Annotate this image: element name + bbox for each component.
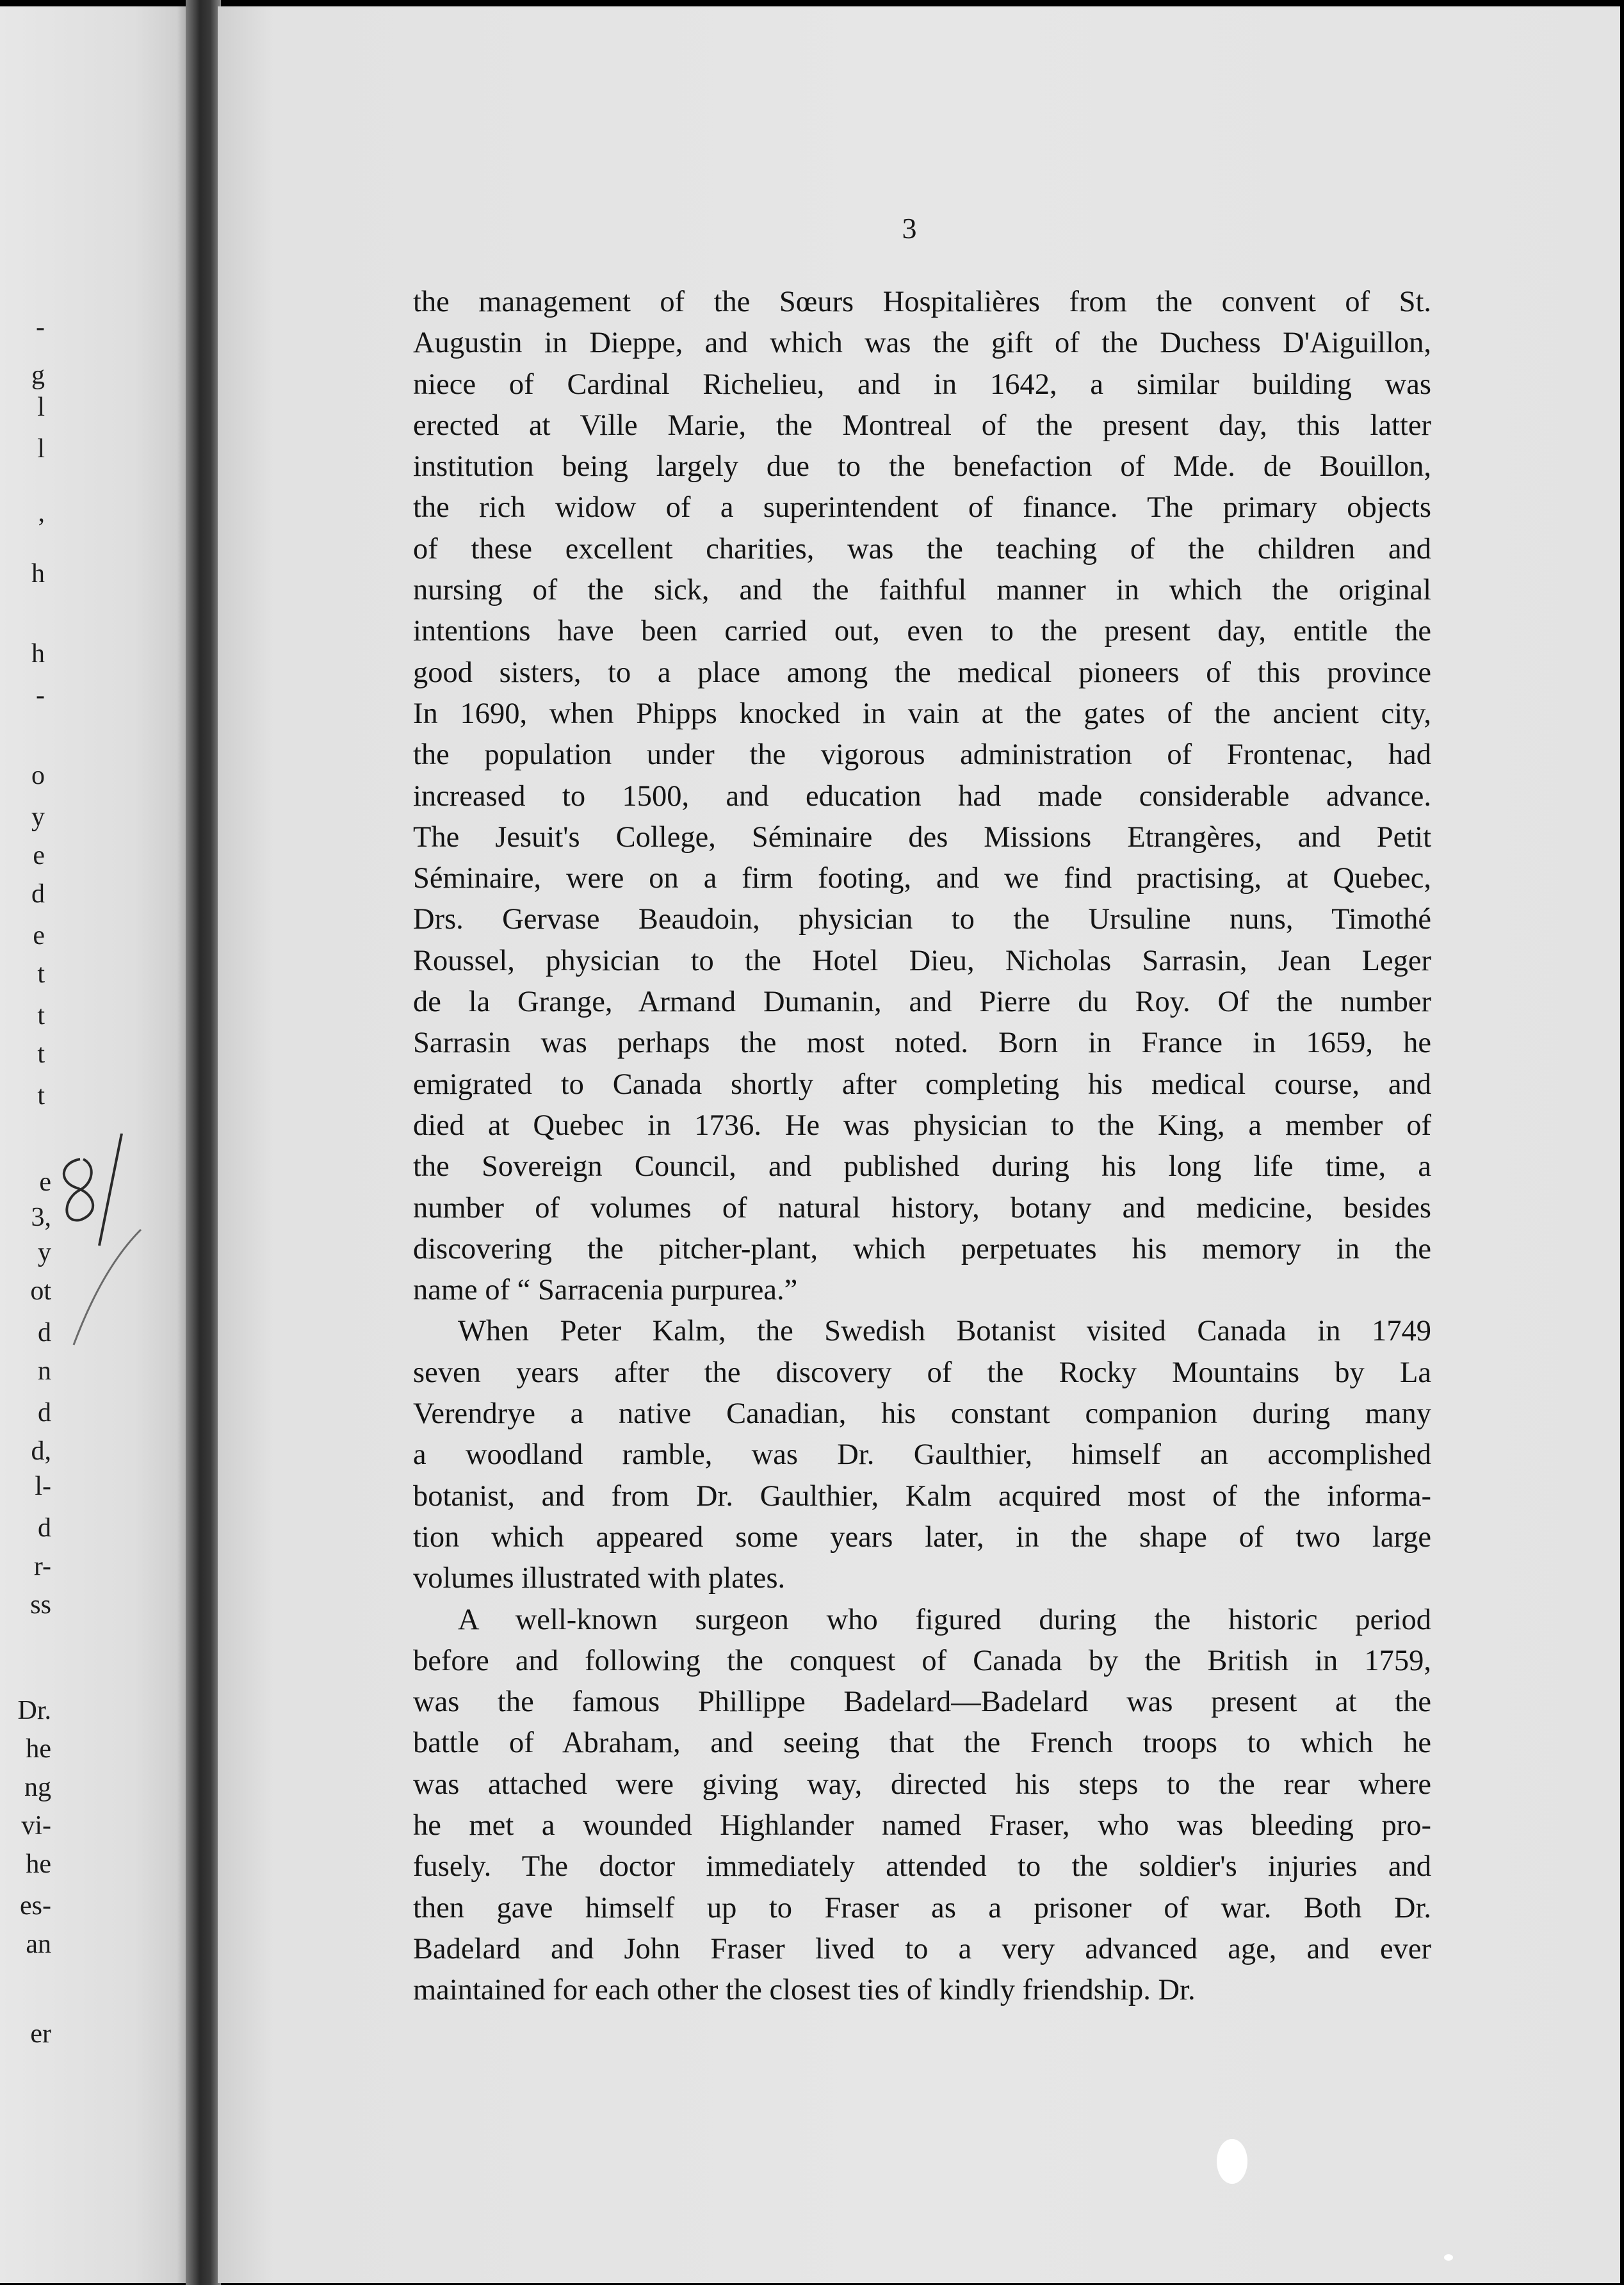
text-line: fusely. The doctor immediately attended to the soldier's injuries and [413, 1850, 1431, 1883]
text-line: erected at Ville Marie, the Montreal of the present day, this latter [413, 409, 1431, 442]
facing-page-fragment: d [38, 1398, 51, 1427]
facing-page-fragment: e [33, 841, 45, 870]
text-line: the Sovereign Council, and published during his long life time, a [413, 1150, 1431, 1183]
facing-page-fragment: d [31, 879, 45, 909]
text-line: nursing of the sick, and the faithful manner in which the original [413, 574, 1431, 607]
text-line: died at Quebec in 1736. He was physician to the King, a member of [413, 1109, 1431, 1142]
facing-page-fragment: n [38, 1356, 51, 1386]
handwritten-annotation [45, 1134, 173, 1377]
text-line: seven years after the discovery of the Rocky Mountains by La [413, 1356, 1431, 1389]
facing-page-fragment: g [31, 361, 45, 390]
facing-page-fragment: l [37, 393, 45, 422]
facing-page-fragment: t [37, 1081, 45, 1110]
facing-page-fragment: er [30, 2019, 51, 2049]
facing-page-fragment: e [33, 921, 45, 950]
body-text [413, 282, 1431, 2011]
text-line: Badelard and John Fraser lived to a very advanced age, and ever [413, 1932, 1431, 1965]
facing-page-fragment: r- [33, 1552, 51, 1581]
text-line: institution being largely due to the benefaction of Mde. de Bouillon, [413, 450, 1431, 484]
facing-page-fragment: l [37, 434, 45, 464]
text-line: maintained for each other the closest ties of kindly friendship. Dr. [413, 1974, 1196, 2007]
facing-page-fragment: e [39, 1167, 51, 1197]
facing-page-fragment: t [37, 959, 45, 989]
facing-page-fragment: l- [35, 1472, 51, 1501]
text-line: before and following the conquest of Canada by the British in 1759, [413, 1644, 1431, 1677]
paragraph [413, 1600, 1431, 2012]
text-line: the population under the vigorous administration of Frontenac, had [413, 738, 1431, 772]
facing-page-fragment: t [37, 1001, 45, 1030]
facing-page-fragment: - [36, 681, 45, 710]
text-line: Augustin in Dieppe, and which was the gift of the Duchess D'Aiguillon, [413, 327, 1431, 360]
text-line: intentions have been carried out, even to the present day, entitle the [413, 615, 1431, 648]
facing-page-fragment: an [26, 1930, 51, 1959]
text-line: he met a wounded Highlander named Fraser, who was bleeding pro- [413, 1809, 1431, 1842]
text-line: de la Grange, Armand Dumanin, and Pierre du Roy. Of the number [413, 986, 1431, 1019]
paragraph [413, 1311, 1431, 1599]
facing-page-fragment: h [31, 639, 45, 669]
facing-page-fragment: , [38, 498, 45, 528]
text-line: name of “ Sarracenia purpurea.” [413, 1274, 798, 1307]
paragraph [413, 282, 1431, 1311]
facing-page-fragment: d, [31, 1436, 51, 1466]
text-line: was the famous Phillippe Badelard—Badelard was present at the [413, 1686, 1431, 1719]
facing-page-fragment: o [31, 761, 45, 790]
text-line: volumes illustrated with plates. [413, 1562, 786, 1595]
text-line: botanist, and from Dr. Gaulthier, Kalm acquired most of the informa- [413, 1479, 1431, 1513]
facing-page-fragment: ng [24, 1773, 51, 1802]
text-line: tion which appeared some years later, in the shape of two large [413, 1520, 1431, 1554]
facing-page-fragment: d [38, 1513, 51, 1543]
text-line: the rich widow of a superintendent of finance. The primary objects [413, 491, 1431, 524]
facing-page-fragment: y [31, 802, 45, 832]
text-line: Sarrasin was perhaps the most noted. Born in France in 1659, he [413, 1027, 1431, 1060]
text-line: a woodland ramble, was Dr. Gaulthier, himself an accomplished [413, 1438, 1431, 1472]
text-line: Drs. Gervase Beaudoin, physician to the Ursuline nuns, Timothé [413, 903, 1431, 936]
text-line: was attached were giving way, directed his steps to the rear where [413, 1768, 1431, 1801]
text-line: the management of the Sœurs Hospitalières from the convent of St. [413, 286, 1431, 318]
facing-page-fragment: vi- [21, 1811, 51, 1841]
page-number: 3 [902, 212, 917, 245]
facing-page-fragment: he [26, 1734, 51, 1764]
facing-page-fragment: t [37, 1039, 45, 1069]
text-line: A well-known surgeon who figured during the historic period [458, 1603, 1431, 1636]
facing-page-fragment: - [36, 313, 45, 342]
text-line: Roussel, physician to the Hotel Dieu, Nicholas Sarrasin, Jean Leger [413, 944, 1431, 977]
facing-page-fragment: d [38, 1318, 51, 1347]
scan-speck [1444, 2254, 1453, 2261]
text-line: niece of Cardinal Richelieu, and in 1642, a similar building was [413, 368, 1431, 401]
text-line: then gave himself up to Fraser as a prisoner of war. Both Dr. [413, 1891, 1431, 1924]
text-line: discovering the pitcher-plant, which perpetuates his memory in the [413, 1232, 1431, 1265]
text-line: Verendrye a native Canadian, his constant companion during many [413, 1397, 1431, 1431]
facing-page-fragment: ss [30, 1590, 51, 1620]
scan-speck [1217, 2139, 1247, 2184]
text-line: The Jesuit's College, Séminaire des Missions Etrangères, and Petit [413, 820, 1431, 854]
facing-page-fragment: ot [30, 1276, 51, 1306]
text-line: Séminaire, were on a firm footing, and we find practising, at Quebec, [413, 862, 1431, 895]
text-line: increased to 1500, and education had made considerable advance. [413, 779, 1431, 813]
text-line: When Peter Kalm, the Swedish Botanist visited Canada in 1749 [458, 1315, 1431, 1348]
text-line: emigrated to Canada shortly after completing his medical course, and [413, 1068, 1431, 1101]
book-gutter [186, 0, 221, 2285]
facing-page-fragment: Dr. [17, 1696, 51, 1725]
facing-page-fragment: y [38, 1238, 51, 1267]
text-line: In 1690, when Phipps knocked in vain at the gates of the ancient city, [413, 697, 1431, 730]
facing-page-fragment: es- [20, 1891, 51, 1921]
facing-page-fragment: he [26, 1850, 51, 1879]
text-line: good sisters, to a place among the medical pioneers of this province [413, 656, 1431, 689]
text-line: battle of Abraham, and seeing that the French troops to which he [413, 1727, 1431, 1760]
text-line: of these excellent charities, was the teaching of the children and [413, 532, 1431, 565]
facing-page-fragment: h [31, 559, 45, 589]
text-line: number of volumes of natural history, botany and medicine, besides [413, 1191, 1431, 1224]
facing-page-fragment: 3, [31, 1203, 51, 1232]
